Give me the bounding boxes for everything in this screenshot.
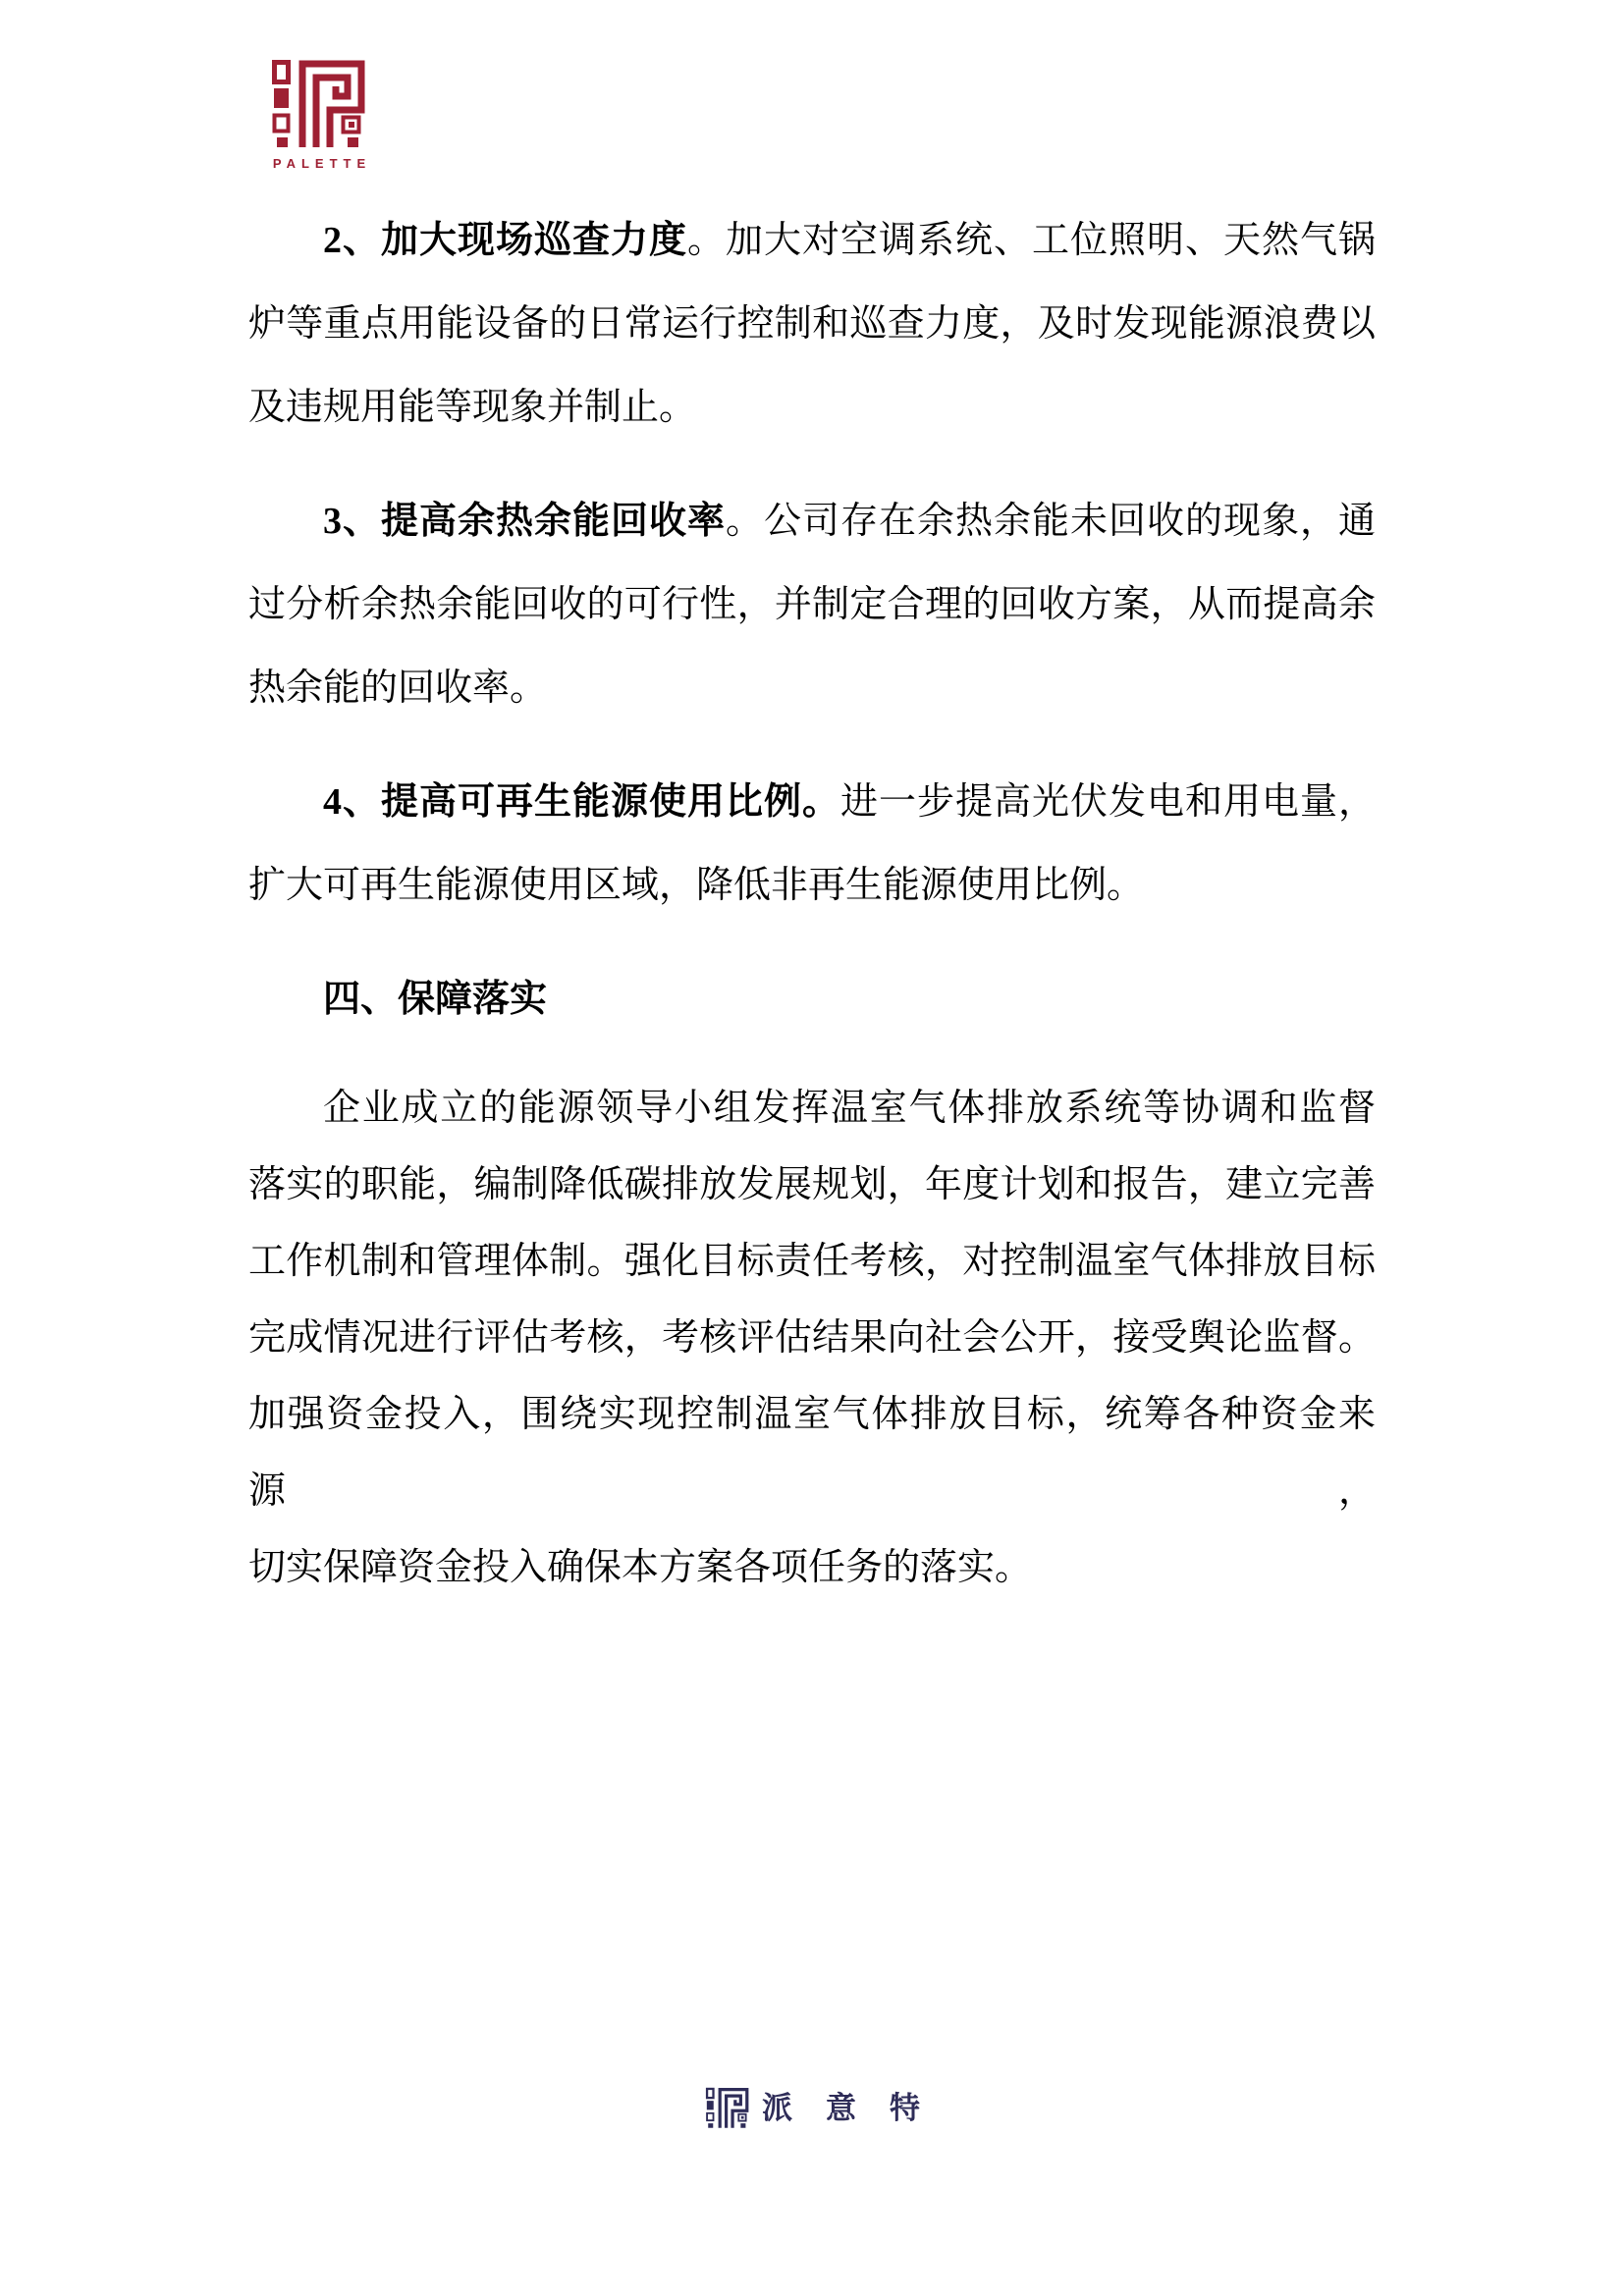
palette-logo bbox=[266, 59, 372, 171]
paragraph bbox=[248, 480, 1376, 730]
paiyite-logo-icon bbox=[705, 2087, 750, 2129]
text-segment: 扩大可再生能源使用区域，降低非再生能源使用比例。 bbox=[248, 865, 1145, 906]
text-line bbox=[248, 1223, 1376, 1300]
bold-text-segment: 四、保障落实 bbox=[323, 979, 548, 1020]
text-segment: 及违规用能等现象并制止。 bbox=[248, 387, 697, 428]
text-line bbox=[248, 844, 1376, 928]
text-line bbox=[248, 1300, 1376, 1376]
bold-text-segment: 3、提高余热余能回收率 bbox=[323, 501, 726, 542]
palette-logo-text: PALETTE bbox=[272, 156, 372, 171]
paragraph bbox=[248, 199, 1376, 450]
text-segment: 炉等重点用能设备的日常运行控制和巡查力度，及时发现能源浪费以 bbox=[248, 303, 1376, 345]
text-line bbox=[248, 647, 1376, 730]
text-line bbox=[248, 761, 1376, 844]
text-segment: 过分析余热余能回收的可行性，并制定合理的回收方案，从而提高余 bbox=[248, 584, 1376, 625]
paiyite-logo-text: 派意特 bbox=[762, 2091, 953, 2125]
text-segment: 切实保障资金投入确保本方案各项任务的落实。 bbox=[248, 1547, 1033, 1588]
bold-text-segment: 4、提高可再生能源使用比例。 bbox=[323, 781, 840, 823]
text-segment: 。公司存在余热余能未回收的现象，通 bbox=[726, 501, 1376, 542]
paragraph bbox=[248, 761, 1376, 928]
bold-text-segment: 2、加大现场巡查力度 bbox=[323, 220, 687, 261]
text-line bbox=[248, 283, 1376, 366]
document-body bbox=[248, 199, 1376, 1606]
text-segment: 热余能的回收率。 bbox=[248, 667, 548, 709]
text-line bbox=[248, 199, 1376, 283]
paragraph bbox=[248, 1070, 1376, 1606]
text-line bbox=[248, 1376, 1376, 1529]
text-segment: 进一步提高光伏发电和用电量， bbox=[840, 781, 1376, 823]
text-line bbox=[248, 1070, 1376, 1147]
text-segment: 加强资金投入，围绕实现控制温室气体排放目标，统筹各种资金来源， bbox=[248, 1394, 1376, 1512]
palette-logo-icon bbox=[267, 59, 371, 149]
text-line bbox=[248, 1529, 1376, 1606]
text-segment: 落实的职能，编制降低碳排放发展规划，年度计划和报告，建立完善 bbox=[248, 1164, 1376, 1205]
text-line bbox=[248, 563, 1376, 647]
text-segment: 完成情况进行评估考核，考核评估结果向社会公开，接受舆论监督。 bbox=[248, 1317, 1376, 1359]
text-line bbox=[248, 366, 1376, 450]
paiyite-footer-brand bbox=[705, 2087, 953, 2129]
text-line bbox=[248, 480, 1376, 563]
text-segment: 企业成立的能源领导小组发挥温室气体排放系统等协调和监督 bbox=[323, 1088, 1376, 1129]
section-heading bbox=[248, 958, 1376, 1041]
text-segment: 。加大对空调系统、工位照明、天然气锅 bbox=[687, 220, 1376, 261]
text-line bbox=[248, 1147, 1376, 1223]
text-line bbox=[248, 958, 1376, 1041]
text-segment: 工作机制和管理体制。强化目标责任考核，对控制温室气体排放目标 bbox=[248, 1241, 1376, 1282]
